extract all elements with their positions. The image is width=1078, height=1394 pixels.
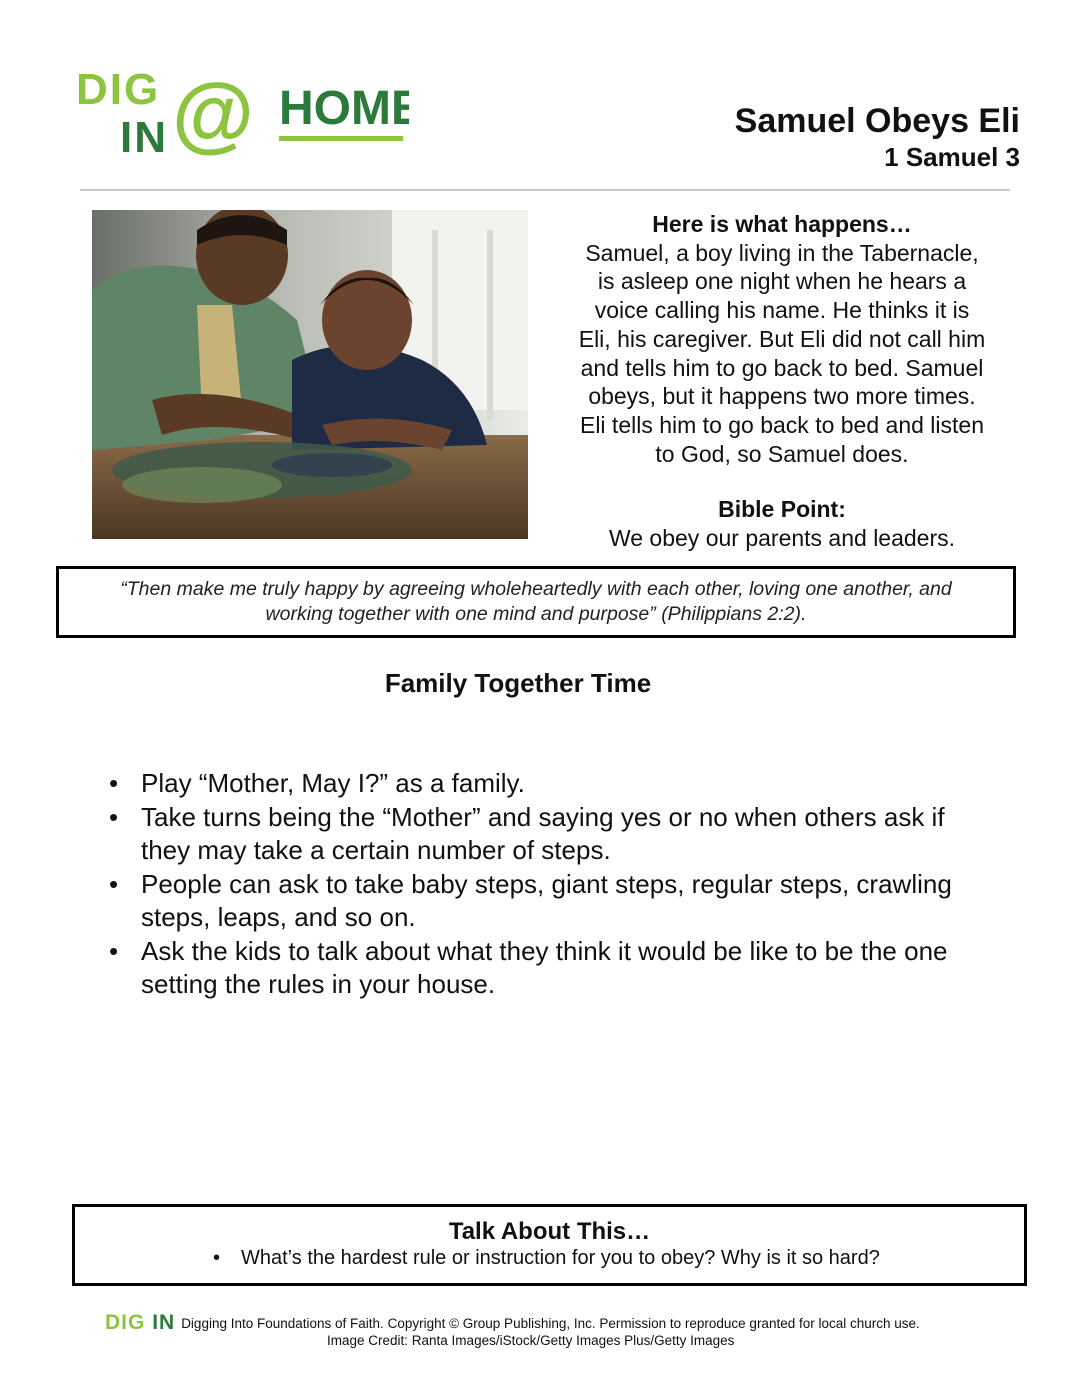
svg-text:HOME: HOME xyxy=(279,82,409,135)
lesson-title: Samuel Obeys Eli xyxy=(734,102,1020,140)
footer xyxy=(105,1311,1005,1349)
summary-line: Samuel, a boy living in the Tabernacle, xyxy=(585,239,979,266)
summary-heading: Here is what happens… xyxy=(652,211,912,237)
dig-in-footer-logo: DIG IN xyxy=(105,1311,176,1334)
list-item: • Ask the kids to talk about what they think it would be like to be the one setting the rules in your house. xyxy=(105,935,985,1000)
memory-verse-box xyxy=(56,566,1016,638)
family-time-heading: Family Together Time xyxy=(384,668,652,698)
svg-text:IN: IN xyxy=(120,113,168,162)
list-item: • People can ask to take baby steps, giant steps, regular steps, crawling steps, leaps, and so on. xyxy=(105,868,985,935)
summary-line: to God, so Samuel does. xyxy=(655,440,909,467)
talk-question: • What’s the hardest rule or instruction for you to obey? Why is it so hard? xyxy=(241,1246,1024,1270)
svg-text:DIG: DIG xyxy=(76,65,161,114)
summary-line: voice calling his name. He thinks it is xyxy=(594,297,970,324)
summary-line: is asleep one night when he hears a xyxy=(597,268,967,295)
svg-text:@: @ xyxy=(172,66,254,160)
header-divider xyxy=(80,189,1010,191)
talk-heading: Talk About This… xyxy=(448,1218,651,1245)
summary-line: Eli tells him to go back to bed and listen xyxy=(579,411,984,438)
photo-father-son-puzzle xyxy=(92,210,528,539)
summary-line: Eli, his caregiver. But Eli did not call him xyxy=(578,325,986,352)
story-summary xyxy=(552,210,1012,553)
verse-line-2: working together with one mind and purpose” (Philippians 2:2). xyxy=(265,603,807,625)
scripture-reference: 1 Samuel 3 xyxy=(884,142,1020,172)
activity-list xyxy=(105,767,985,999)
memory-verse xyxy=(71,577,1001,627)
summary-line: obeys, but it happens two more times. xyxy=(588,383,976,410)
bible-point-heading: Bible Point: xyxy=(718,496,846,523)
verse-line-1: “Then make me truly happy by agreeing wholeheartedly with each other, loving one another, and xyxy=(120,578,952,600)
list-item: • Play “Mother, May I?” as a family. xyxy=(105,767,985,801)
image-credit: Image Credit: Ranta Images/iStock/Getty Images Plus/Getty Images xyxy=(327,1333,735,1348)
list-item: • Take turns being the “Mother” and saying yes or no when others ask if they may take a certain number of steps. xyxy=(105,801,985,868)
dig-in-home-logo xyxy=(74,62,409,162)
bible-point-text: We obey our parents and leaders. xyxy=(608,525,956,552)
summary-line: and tells him to go back to bed. Samuel xyxy=(580,354,984,381)
copyright-text: Digging Into Foundations of Faith. Copyright © Group Publishing, Inc. Permission to reproduce granted for local church use. xyxy=(181,1316,920,1331)
lesson-title-block xyxy=(735,100,1020,172)
footer-line-1 xyxy=(105,1311,1005,1334)
talk-about-box xyxy=(72,1204,1027,1286)
